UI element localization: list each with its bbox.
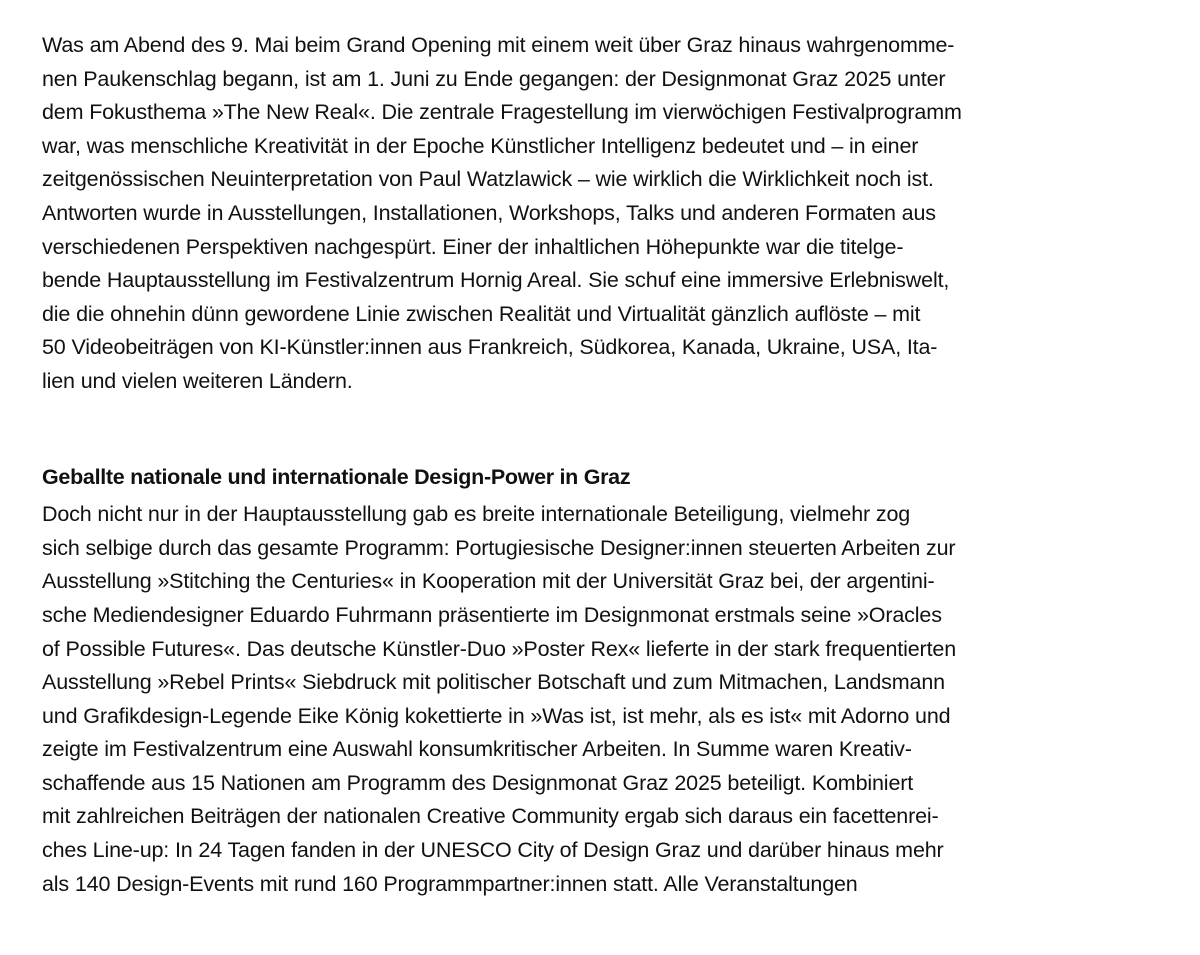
- paragraph-line: als 140 Design-Events mit rund 160 Programmpartner:innen statt. Alle Veranstaltungen: [42, 871, 858, 896]
- paragraph-line: sich selbige durch das gesamte Programm: Portugiesische Designer:innen steuerten Arbeiten zur: [42, 535, 956, 560]
- intro-paragraph: [42, 29, 1162, 399]
- paragraph-line: mit zahlreichen Beiträgen der nationalen Creative Community ergab sich daraus ein facettenrei-: [42, 804, 939, 829]
- paragraph-line: nen Paukenschlag begann, ist am 1. Juni zu Ende gegangen: der Designmonat Graz 2025 unter: [42, 66, 946, 91]
- paragraph-line: ches Line-up: In 24 Tagen fanden in der UNESCO City of Design Graz und darüber hinaus mehr: [42, 838, 944, 863]
- paragraph-line: verschiedenen Perspektiven nachgespürt. Einer der inhaltlichen Höhepunkte war die titelge-: [42, 234, 904, 259]
- paragraph-line: die die ohnehin dünn gewordene Linie zwischen Realität und Virtualität gänzlich auflöste – mit: [42, 301, 921, 326]
- paragraph-line: Ausstellung »Stitching the Centuries« in Kooperation mit der Universität Graz bei, der argentini-: [42, 569, 935, 594]
- paragraph-line: Ausstellung »Rebel Prints« Siebdruck mit politischer Botschaft und zum Mitmachen, Landsmann: [42, 670, 945, 695]
- body-paragraph: [42, 498, 1162, 901]
- document-page: [42, 29, 1162, 901]
- paragraph-line: Doch nicht nur in der Hauptausstellung gab es breite internationale Beteiligung, vielmehr zog: [42, 502, 911, 527]
- paragraph-line: war, was menschliche Kreativität in der Epoche Künstlicher Intelligenz bedeutet und – in einer: [42, 133, 919, 158]
- paragraph-line: 50 Videobeiträgen von KI-Künstler:innen aus Frankreich, Südkorea, Kanada, Ukraine, USA, Ita-: [42, 335, 938, 360]
- paragraph-line: lien und vielen weiteren Ländern.: [42, 368, 353, 393]
- paragraph-line: zeitgenössischen Neuinterpretation von Paul Watzlawick – wie wirklich die Wirklichkeit noch ist.: [42, 167, 934, 192]
- paragraph-line: dem Fokusthema »The New Real«. Die zentrale Fragestellung im vierwöchigen Festivalprogramm: [42, 100, 962, 125]
- paragraph-line: of Possible Futures«. Das deutsche Künstler-Duo »Poster Rex« lieferte in der stark frequentierten: [42, 636, 957, 661]
- section-spacer: [42, 399, 1162, 461]
- section-heading: Geballte nationale und internationale Design-Power in Graz: [42, 464, 631, 489]
- paragraph-line: Was am Abend des 9. Mai beim Grand Opening mit einem weit über Graz hinaus wahrgenomme-: [42, 33, 955, 57]
- paragraph-line: zeigte im Festivalzentrum eine Auswahl konsumkritischer Arbeiten. In Summe waren Kreativ-: [42, 737, 912, 762]
- paragraph-line: bende Hauptausstellung im Festivalzentrum Hornig Areal. Sie schuf eine immersive Erlebniswelt,: [42, 268, 950, 293]
- paragraph-line: schaffende aus 15 Nationen am Programm des Designmonat Graz 2025 beteiligt. Kombiniert: [42, 770, 914, 795]
- paragraph-line: und Grafikdesign-Legende Eike König kokettierte in »Was ist, ist mehr, als es ist« mit Adorno und: [42, 703, 951, 728]
- paragraph-line: sche Mediendesigner Eduardo Fuhrmann präsentierte im Designmonat erstmals seine »Oracles: [42, 602, 942, 627]
- paragraph-line: Antworten wurde in Ausstellungen, Installationen, Workshops, Talks und anderen Formaten aus: [42, 200, 936, 225]
